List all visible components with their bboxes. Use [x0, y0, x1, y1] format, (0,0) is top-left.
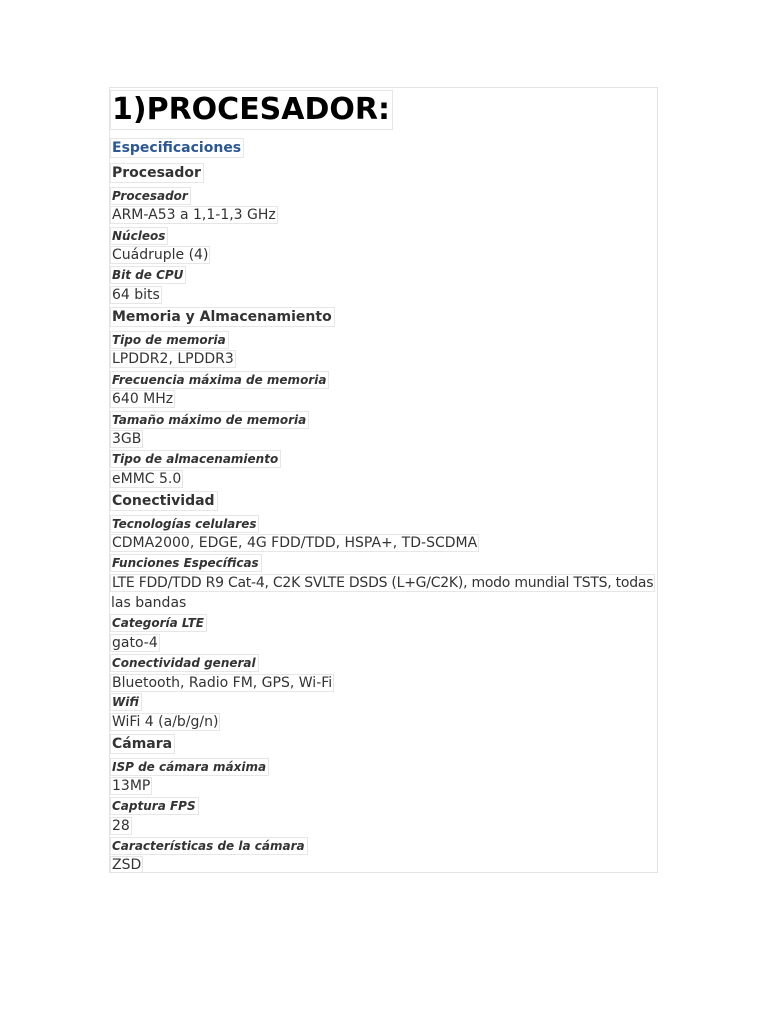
cores-label-row	[110, 225, 168, 245]
cellular-label: Tecnologías celulares	[110, 515, 259, 533]
wifi-value-row	[110, 711, 220, 731]
functions-label: Funciones Específicas	[110, 554, 262, 572]
processor-value: ARM-A53 a 1,1-1,3 GHz	[112, 207, 276, 223]
cores-value: Cuádruple (4)	[112, 247, 209, 263]
functions-value-line-1: LTE FDD/TDD R9 Cat-4, C2K SVLTE DSDS (L+G/C2K), modo mundial TSTS, todas	[112, 575, 654, 591]
storage-type-label-row	[110, 448, 281, 468]
isp-label-row	[110, 756, 269, 776]
general-connectivity-label-row	[110, 652, 259, 672]
general-connectivity-label: Conectividad general	[110, 654, 259, 672]
lte-value: gato-4	[112, 635, 158, 651]
memory-size-value-row	[110, 428, 143, 448]
storage-type-value: eMMC 5.0	[112, 471, 182, 487]
processor-section-row	[110, 162, 204, 183]
wifi-label-row	[110, 691, 142, 711]
camera-section-heading: Cámara	[110, 734, 175, 754]
memory-section-row	[110, 306, 335, 327]
memory-section-heading: Memoria y Almacenamiento	[110, 307, 335, 327]
isp-label: ISP de cámara máxima	[110, 758, 269, 776]
memory-freq-value: 640 MHz	[112, 391, 174, 407]
connectivity-section-row	[110, 490, 218, 511]
specs-heading-row	[110, 137, 244, 158]
memory-type-value-row	[110, 348, 236, 368]
memory-freq-label: Frecuencia máxima de memoria	[110, 371, 329, 389]
functions-label-row	[110, 552, 262, 572]
cores-value-row	[110, 244, 210, 264]
lte-label: Categoría LTE	[110, 614, 207, 632]
processor-value-row	[110, 204, 278, 224]
bit-value: 64 bits	[112, 287, 160, 303]
isp-value-row	[110, 775, 152, 795]
lte-label-row	[110, 612, 207, 632]
memory-type-label-row	[110, 329, 229, 349]
document-page	[109, 87, 658, 873]
fps-value: 28	[112, 818, 130, 834]
camera-features-value: ZSD	[112, 857, 142, 873]
wifi-value: WiFi 4 (a/b/g/n)	[112, 714, 219, 730]
camera-section-row	[110, 733, 175, 754]
bit-label-row	[110, 264, 186, 284]
storage-type-value-row	[110, 468, 183, 488]
general-connectivity-value: Bluetooth, Radio FM, GPS, Wi-Fi	[112, 675, 333, 691]
general-connectivity-value-row	[110, 672, 334, 692]
memory-freq-value-row	[110, 388, 175, 408]
fps-value-row	[110, 815, 132, 835]
functions-value-row-1	[110, 572, 655, 592]
connectivity-section-heading: Conectividad	[110, 491, 218, 511]
lte-value-row	[110, 632, 160, 652]
camera-features-label: Características de la cámara	[110, 837, 308, 855]
functions-value-line-2: las bandas	[111, 595, 187, 611]
processor-label: Procesador	[110, 187, 191, 205]
memory-type-label: Tipo de memoria	[110, 331, 229, 349]
cellular-label-row	[110, 513, 259, 533]
processor-label-row	[110, 185, 191, 205]
memory-size-label: Tamaño máximo de memoria	[110, 411, 309, 429]
cellular-value: CDMA2000, EDGE, 4G FDD/TDD, HSPA+, TD-SCDMA	[112, 535, 478, 551]
camera-features-value-row	[110, 854, 143, 873]
memory-size-label-row	[110, 409, 309, 429]
memory-size-value: 3GB	[112, 431, 142, 447]
cores-label: Núcleos	[110, 227, 168, 245]
fps-label-row	[110, 795, 199, 815]
isp-value: 13MP	[112, 778, 151, 794]
page-title: 1)PROCESADOR:	[110, 90, 393, 130]
memory-type-value: LPDDR2, LPDDR3	[112, 351, 234, 367]
memory-freq-label-row	[110, 369, 329, 389]
bit-value-row	[110, 284, 162, 304]
wifi-label: Wifi	[110, 693, 142, 711]
title-row	[110, 90, 393, 130]
cellular-value-row	[110, 532, 479, 552]
functions-value-row-2	[110, 592, 187, 611]
fps-label: Captura FPS	[110, 797, 199, 815]
camera-features-label-row	[110, 835, 308, 855]
specs-heading: Especificaciones	[110, 138, 244, 158]
storage-type-label: Tipo de almacenamiento	[110, 450, 281, 468]
processor-section-heading: Procesador	[110, 163, 204, 183]
bit-label: Bit de CPU	[110, 266, 186, 284]
